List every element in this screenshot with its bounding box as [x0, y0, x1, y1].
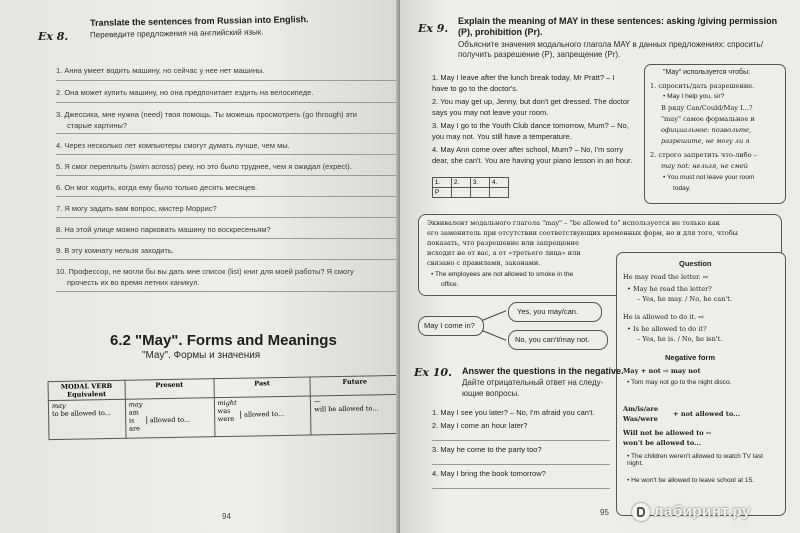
note-line: связано с правилами, законами. — [427, 259, 541, 267]
ex10-tag: Ex 10. — [414, 366, 452, 379]
negative-line: • Tom may not go to the night disco. — [627, 379, 777, 386]
dialog-no: No, you can't/may not. — [515, 335, 590, 344]
ex8-item: 9. В эту комнату нельзя заходить. — [56, 246, 174, 255]
table-cell-past-might: might — [217, 398, 237, 408]
ex8-item: 8. На этой улице можно парковать машину по воскресеньям? — [56, 225, 271, 234]
table-cell-may: may — [51, 401, 66, 411]
answer-line — [432, 464, 610, 465]
question-line: • May he read the letter? — [627, 285, 712, 293]
ex8-item: 3. Джессика, мне нужна (need) твоя помощь. Ты можешь просмотреть (go through) эти — [56, 110, 357, 119]
answer-line — [56, 259, 396, 260]
negative-line: • The children weren't allowed to watch TV last night. — [627, 453, 777, 467]
note-line: его заменитель при отсутствии соответствующих временных форм, но и для того, чтобы — [427, 229, 738, 237]
negative-title: Negative form — [665, 353, 716, 362]
may-usage-note — [644, 64, 786, 204]
dialog-arrow-up — [482, 310, 506, 321]
note-line: 2. строго запретить что-либо – — [650, 151, 757, 159]
table-cell-future-allowed: will be allowed to... — [314, 404, 379, 414]
dialog-question: May I come in? — [424, 321, 475, 330]
grid-cell[interactable] — [452, 188, 471, 198]
table-header-equivalent: Equivalent — [67, 390, 107, 399]
dialog-no-bubble — [508, 330, 608, 350]
grid-cell-p: P — [433, 188, 452, 198]
ex8-item: 5. Я смог переплыть (swim across) реку, но это было труднее, чем я ожидал (expect). — [56, 162, 352, 171]
ex10-title: Answer the questions in the negative. — [462, 366, 624, 376]
note-line: показать, что разрешение или запрещение — [427, 239, 579, 247]
question-negative-box — [616, 252, 786, 516]
dialog-yes: Yes, you may/can. — [517, 307, 579, 316]
negative-line: Will not be allowed to ⇨ — [623, 429, 712, 437]
question-line: – Yes, he is. / No, he isn't. — [637, 335, 723, 343]
note-line: • The employees are not allowed to smoke in the — [431, 271, 573, 278]
ex9-item: 3. May I go to the Youth Club dance tomorrow, Mum? – No, you may not. You still have a temperature. — [432, 121, 629, 141]
negative-line: Am/is/are — [623, 405, 659, 413]
note-line: Эквивалент модального глагола "may" – "be allowed to" используется не только как — [427, 219, 720, 227]
note-line: разрешите, не могу ли я — [661, 137, 750, 145]
ex9-subtitle: Объясните значения модального глагола MAY в данных предложениях: спросить/получить разрешение (P), запрещение (Pr). — [458, 40, 763, 59]
ex8-item: 10. Профессор, не могли бы вы дать мне список (list) книг для моей работы? Я смогу — [56, 267, 354, 276]
note-title: "May" используется чтобы: — [663, 69, 751, 76]
ex8-item: прочесть их во время летних каникул. — [67, 278, 200, 287]
answer-line — [56, 80, 396, 81]
page-number-left: 94 — [222, 512, 231, 521]
answer-line — [56, 238, 396, 239]
table-cell-past-forms: was were — [217, 406, 235, 424]
grid-cell: 2. — [452, 178, 471, 188]
ex8-item: 7. Я могу задать вам вопрос, мистер Моррис? — [56, 204, 217, 213]
section-title: 6.2 "May". Forms and Meanings — [110, 332, 337, 349]
negative-line: • He won't be allowed to leave school at 15. — [627, 477, 777, 484]
table-cell-future-dash: — — [314, 397, 321, 406]
note-line: • You must not leave your room — [663, 174, 754, 181]
question-line: – Yes, he may. / No, he can't. — [637, 295, 733, 303]
answer-line — [56, 291, 396, 292]
grid-cell: 1. — [433, 178, 452, 188]
ex9-title: Explain the meaning of MAY in these sentences: asking /giving permission (P), prohibition (Pr). — [458, 16, 778, 37]
table-header-present: Present — [125, 379, 214, 400]
negative-line: May + not ⇨ may not — [623, 367, 701, 375]
grid-cell[interactable] — [490, 188, 509, 198]
note-line: today. — [673, 185, 691, 192]
grid-cell[interactable] — [471, 188, 490, 198]
negative-line: won't be allowed to... — [623, 439, 702, 447]
page-number-right: 95 — [600, 508, 609, 517]
note-line: may not: нельзя, не смей — [661, 162, 749, 170]
question-title: Question — [679, 259, 712, 268]
ex10-subtitle: ющие вопросы. — [462, 389, 520, 398]
ex8-item: 4. Через несколько лет компьютеры смогут думать лучше, чем мы. — [56, 141, 290, 150]
ex10-item: 3. May he come to the party too? — [432, 445, 542, 454]
note-line: 1. спросить/дать разрешение. — [650, 82, 755, 90]
ex9-item: 4. May Ann come over after school, Mum? – No, I'm sorry dear, she can't. You are having your piano lesson in an hour. — [432, 145, 633, 165]
ex9-answer-grid — [432, 177, 509, 198]
note-line: В ряду Can/Could/May I...? — [661, 104, 753, 112]
ex10-item: 1. May I see you later? – No, I'm afraid you can't. — [432, 408, 595, 417]
table-cell-past-allowed: allowed to... — [240, 410, 284, 419]
ex9-item: 2. You may get up, Jenny, but don't get dressed. The doctor says you may not leave your room. — [432, 97, 630, 117]
grid-cell: 4. — [490, 178, 509, 188]
ex9-tag: Ex 9. — [418, 22, 449, 35]
answer-line — [56, 133, 396, 134]
ex10-item: 2. May I come an hour later? — [432, 421, 528, 430]
ex8-item: 6. Он мог ходить, когда ему было только десять месяцев. — [56, 183, 258, 192]
dialog-arrow-down — [482, 330, 506, 341]
note-line: официальное: позвольте, — [661, 126, 752, 134]
answer-line — [56, 175, 396, 176]
note-line: • May I help you, sir? — [663, 93, 724, 100]
ex10-item: 4. May I bring the book tomorrow? — [432, 469, 546, 478]
right-page — [400, 0, 800, 533]
ex8-item: старые картины? — [67, 121, 128, 130]
negative-line: Was/were — [623, 415, 658, 423]
ex8-item: 1. Анна умеет водить машину, но сейчас у нее нет машины. — [56, 66, 265, 75]
answer-line — [56, 196, 396, 197]
ex9-item: 1. May I leave after the lunch break today, Mr Pratt? – I have to go to the doctor's. — [432, 73, 615, 93]
table-header-modal: MODAL VERB — [60, 381, 113, 391]
question-line: He may read the letter. ⇨ — [623, 273, 709, 281]
table-cell-allowed: to be allowed to... — [52, 408, 112, 419]
answer-line — [56, 217, 396, 218]
watermark-logo: лабиринт.ру — [654, 503, 751, 520]
answer-line — [432, 440, 610, 441]
ex8-item: 2. Она может купить машину, но она предпочитает ездить на велосипеде. — [56, 88, 314, 97]
modal-forms-table — [48, 375, 400, 440]
negative-line: + not allowed to... — [673, 410, 741, 418]
ex8-title: Translate the sentences from Russian into English. — [89, 14, 309, 28]
ex10-subtitle: Дайте отрицательный ответ на следу- — [462, 378, 604, 387]
ex8-tag: Ex 8. — [38, 30, 69, 43]
dialog-question-bubble — [418, 316, 484, 336]
note-line: office. — [441, 281, 459, 288]
grid-cell: 3. — [471, 178, 490, 188]
answer-line — [56, 154, 396, 155]
note-line: "may" самое формальное и — [661, 115, 755, 123]
dialog-yes-bubble — [508, 302, 602, 322]
question-line: He is allowed to do it. ⇨ — [623, 313, 704, 321]
book-logo-icon — [632, 503, 650, 521]
note-line: исходит не от вас, а от «третьего лица» или — [427, 249, 581, 257]
table-cell-present-forms: am is are — [128, 408, 141, 433]
table-cell-present-may: may — [128, 400, 143, 409]
table-header-past: Past — [214, 377, 311, 398]
ex8-subtitle: Переведите предложения на английский язык. — [89, 27, 264, 40]
table-header-future: Future — [310, 375, 399, 396]
question-line: • Is he allowed to do it? — [627, 325, 707, 333]
table-cell-present-allowed: allowed to... — [146, 416, 190, 425]
answer-line — [56, 102, 396, 103]
section-subtitle: "May". Формы и значения — [142, 350, 261, 361]
answer-line — [432, 488, 610, 489]
